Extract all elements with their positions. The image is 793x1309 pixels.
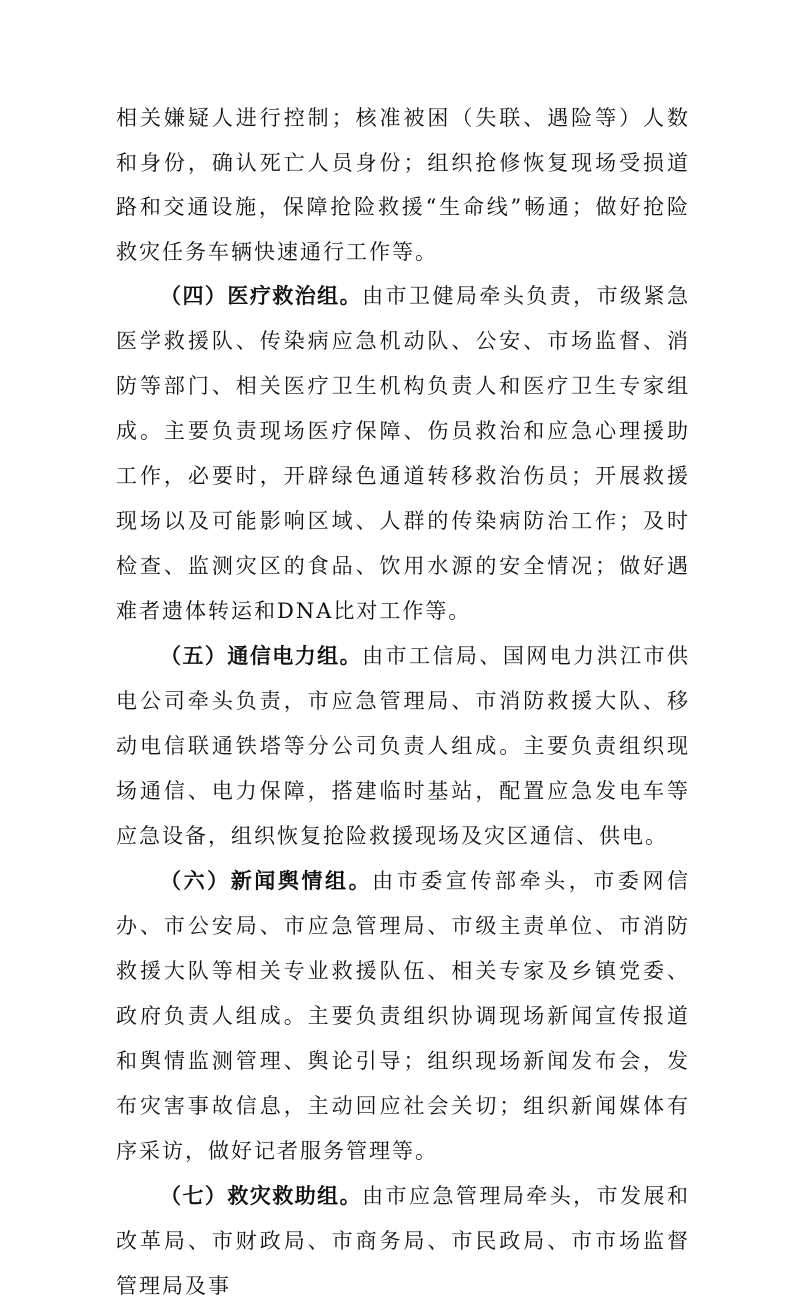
section-heading: （五）通信电力组。 <box>160 644 363 668</box>
section-heading: （七）救灾救助组。 <box>160 1184 363 1208</box>
paragraph-medical-treatment-group <box>116 274 690 634</box>
section-heading: （四）医疗救治组。 <box>160 284 363 308</box>
paragraph-communication-power-group <box>116 634 690 859</box>
paragraph-text: 相关嫌疑人进行控制；核准被困（失联、遇险等）人数和身份，确认死亡人员身份；组织抢修恢复现场受损道路和交通设施，保障抢险救援“生命线”畅通；做好抢险救灾任务车辆快速通行工作等。 <box>116 106 690 264</box>
section-heading: （六）新闻舆情组。 <box>160 869 373 893</box>
document-body <box>116 96 690 1309</box>
paragraph-text: 由市卫健局牵头负责，市级紧急医学救援队、传染病应急机动队、公安、市场监督、消防等部门、相关医疗卫生机构负责人和医疗卫生专家组成。主要负责现场医疗保障、伤员救治和应急心理援助工作，必要时，开辟绿色通道转移救治伤员；开展救援现场以及可能影响区域、人群的传染病防治工作；及时检查、监测灾区的食品、饮用水源的安全情况；做好遇难者遗体转运和DNA比对工作等。 <box>116 284 691 623</box>
paragraph-text: 由市委宣传部牵头，市委网信办、市公安局、市应急管理局、市级主责单位、市消防救援大队等相关专业救援队伍、相关专家及乡镇党委、政府负责人组成。主要负责组织协调现场新闻宣传报道和舆情监测管理、舆论引导；组织现场新闻发布会，发布灾害事故信息，主动回应社会关切；组织新闻媒体有序采访，做好记者服务管理等。 <box>116 869 691 1163</box>
paragraph-news-public-opinion-group <box>116 859 690 1174</box>
paragraph-text: 由市应急管理局牵头，市发展和改革局、市财政局、市商务局、市民政局、市市场监督管理局及事 <box>116 1184 691 1298</box>
paragraph-disaster-relief-group <box>116 1174 690 1309</box>
paragraph-text: 由市工信局、国网电力洪江市供电公司牵头负责，市应急管理局、市消防救援大队、移动电信联通铁塔等分公司负责人组成。主要负责组织现场通信、电力保障，搭建临时基站，配置应急发电车等应急设备，组织恢复抢险救援现场及灾区通信、供电。 <box>116 644 691 848</box>
paragraph-continuation <box>116 96 690 274</box>
